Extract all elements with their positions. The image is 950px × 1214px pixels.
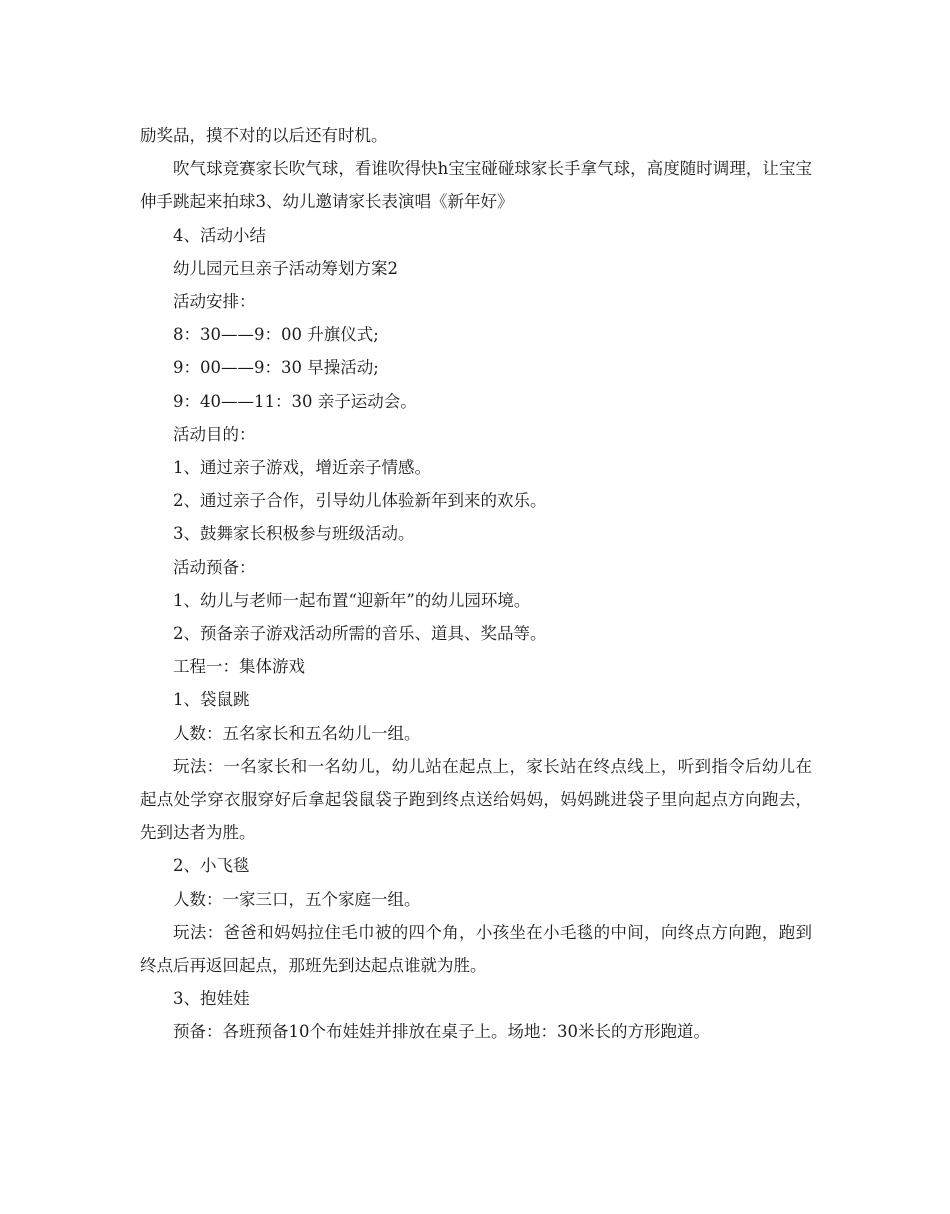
game-doll-preparation: 预备：各班预备10个布娃娃并排放在桌子上。场地：30米长的方形跑道。 xyxy=(173,1022,710,1042)
paragraph-prize-continuation: 励奖品，摸不对的以后还有时机。 xyxy=(140,126,388,145)
game-kangaroo-players: 人数：五名家长和五名幼儿一组。 xyxy=(173,723,421,743)
section-title-plan-2: 幼儿园元旦亲子活动筹划方案2 xyxy=(173,258,398,278)
heading-project-1: 工程一：集体游戏 xyxy=(173,657,305,677)
document-body xyxy=(140,119,812,1049)
goal-item-1: 1、通过亲子游戏，增近亲子情感。 xyxy=(173,458,431,478)
schedule-item-sports: 9：40——11：30 亲子运动会。 xyxy=(173,391,417,411)
schedule-item-exercise: 9：00——9：30 早操活动; xyxy=(173,358,379,378)
heading-schedule: 活动安排： xyxy=(173,292,256,312)
game-title-hug-doll: 3、抱娃娃 xyxy=(173,989,250,1009)
game-title-flying-carpet: 2、小飞毯 xyxy=(173,856,250,876)
game-carpet-players: 人数：一家三口，五个家庭一组。 xyxy=(173,889,421,909)
goal-item-2: 2、通过亲子合作，引导幼儿体验新年到来的欢乐。 xyxy=(173,491,547,511)
heading-goals: 活动目的： xyxy=(173,424,256,444)
schedule-item-flag: 8：30——9：00 升旗仪式; xyxy=(173,325,379,345)
preparation-item-1: 1、幼儿与老师一起布置“迎新年”的幼儿园环境。 xyxy=(173,590,531,610)
game-carpet-rules: 玩法：爸爸和妈妈拉住毛巾被的四个角，小孩坐在小毛毯的中间，向终点方向跑，跑到终点后再返回起点，那班先到达起点谁就为胜。 xyxy=(140,922,812,976)
game-title-kangaroo: 1、袋鼠跳 xyxy=(173,690,250,710)
game-kangaroo-rules: 玩法：一名家长和一名幼儿，幼儿站在起点上，家长站在终点线上，听到指令后幼儿在起点处学穿衣服穿好后拿起袋鼠袋子跑到终点送给妈妈，妈妈跳进袋子里向起点方向跑去，先到达者为胜。 xyxy=(140,756,812,843)
goal-item-3: 3、鼓舞家长积极参与班级活动。 xyxy=(173,524,415,544)
paragraph-balloon-game: 吹气球竞赛家长吹气球，看谁吹得快h宝宝碰碰球家长手拿气球，高度随时调理，让宝宝伸手跳起来拍球3、幼儿邀请家长表演唱《新年好》 xyxy=(140,159,812,212)
preparation-item-2: 2、预备亲子游戏活动所需的音乐、道具、奖品等。 xyxy=(173,624,547,644)
heading-preparation: 活动预备： xyxy=(173,557,256,577)
paragraph-activity-summary: 4、活动小结 xyxy=(173,225,266,245)
